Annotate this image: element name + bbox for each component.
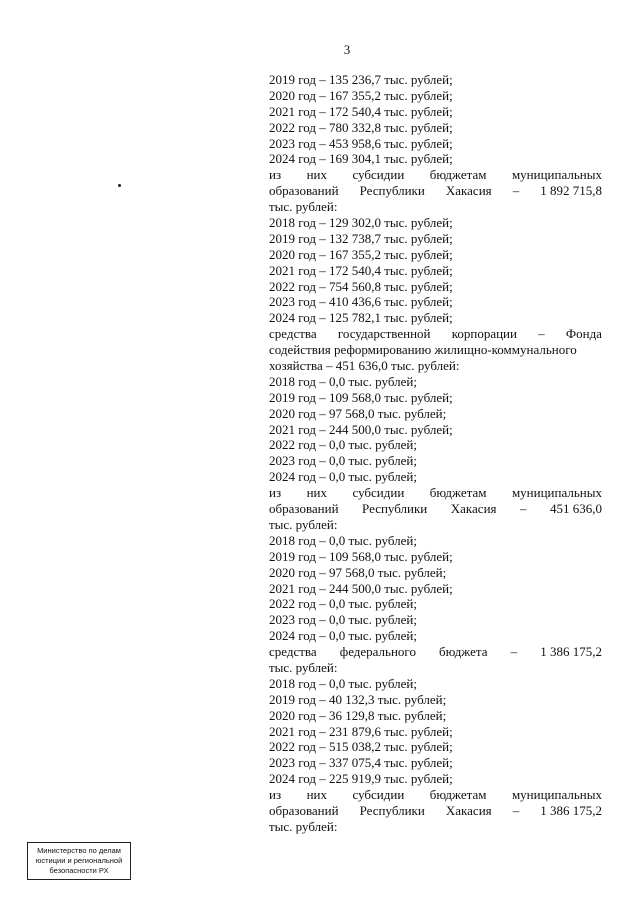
- subsidy-heading-line: [269, 501, 602, 517]
- year-line: 2021 год – 244 500,0 тыс. рублей;: [269, 421, 453, 437]
- year-line: 2022 год – 754 560,8 тыс. рублей;: [269, 278, 453, 294]
- year-line: 2020 год – 36 129,8 тыс. рублей;: [269, 707, 447, 723]
- subsidy-heading-line: [269, 787, 602, 803]
- word: из: [269, 167, 282, 183]
- year-line: 2021 год – 172 540,4 тыс. рублей;: [269, 103, 453, 119]
- year-line: 2021 год – 172 540,4 тыс. рублей;: [269, 262, 453, 278]
- word: государственной: [337, 326, 431, 342]
- federal-heading-end: тыс. рублей:: [269, 659, 338, 675]
- word: субсидии: [352, 485, 405, 501]
- word: –: [520, 501, 527, 517]
- word: –: [510, 644, 518, 660]
- word: 1 892 715,8: [540, 183, 602, 199]
- year-line: 2023 год – 337 075,4 тыс. рублей;: [269, 755, 453, 771]
- word: –: [512, 802, 520, 818]
- stamp-line: Министерство по делам: [37, 846, 121, 855]
- word: бюджетам: [429, 787, 487, 803]
- word: 1 386 175,2: [540, 802, 602, 818]
- year-line: 2022 год – 0,0 тыс. рублей;: [269, 596, 417, 612]
- word: них: [306, 485, 327, 501]
- word: корпорации: [451, 326, 517, 342]
- document-body: [269, 72, 602, 835]
- word: них: [306, 787, 327, 803]
- word: Республики: [359, 183, 425, 199]
- fund-heading-line: содействия реформированию жилищно-коммунального: [269, 342, 577, 358]
- stamp-line: безопасности РХ: [49, 866, 109, 875]
- year-line: 2021 год – 244 500,0 тыс. рублей;: [269, 580, 453, 596]
- federal-heading-line: [269, 644, 602, 660]
- subsidy-heading-end: тыс. рублей:: [269, 516, 338, 532]
- word: Республики: [362, 501, 428, 517]
- year-line: 2024 год – 169 304,1 тыс. рублей;: [269, 151, 453, 167]
- word: бюджета: [439, 644, 488, 660]
- subsidy-heading-end: тыс. рублей:: [269, 199, 338, 215]
- word: средства: [269, 326, 317, 342]
- year-line: 2024 год – 225 919,9 тыс. рублей;: [269, 771, 453, 787]
- subsidy-heading-line: [269, 167, 602, 183]
- subsidy-heading-line: [269, 803, 602, 819]
- year-line: 2018 год – 0,0 тыс. рублей;: [269, 675, 417, 691]
- year-line: 2018 год – 0,0 тыс. рублей;: [269, 373, 417, 389]
- year-line: 2023 год – 410 436,6 тыс. рублей;: [269, 294, 453, 310]
- word: средства: [269, 644, 317, 660]
- word: бюджетам: [429, 485, 487, 501]
- stamp-line: юстиции и региональной: [35, 856, 123, 865]
- word: Хакасия: [450, 501, 497, 517]
- word: муниципальных: [511, 485, 602, 501]
- year-line: 2023 год – 453 958,6 тыс. рублей;: [269, 135, 453, 151]
- word: Хакасия: [445, 802, 492, 818]
- word: субсидии: [352, 787, 405, 803]
- fund-heading-line: [269, 326, 602, 342]
- word: –: [538, 326, 545, 342]
- word: Фонда: [565, 326, 602, 342]
- year-line: 2018 год – 129 302,0 тыс. рублей;: [269, 215, 453, 231]
- word: федерального: [339, 644, 416, 660]
- year-line: 2022 год – 515 038,2 тыс. рублей;: [269, 739, 453, 755]
- word: муниципальных: [511, 167, 602, 183]
- word: Республики: [359, 802, 425, 818]
- page-number: 3: [343, 42, 351, 57]
- year-line: 2020 год – 97 568,0 тыс. рублей;: [269, 405, 447, 421]
- word: муниципальных: [511, 787, 602, 803]
- year-line: 2020 год – 167 355,2 тыс. рублей;: [269, 246, 453, 262]
- word: из: [269, 787, 282, 803]
- year-line: 2024 год – 125 782,1 тыс. рублей;: [269, 310, 453, 326]
- year-line: 2024 год – 0,0 тыс. рублей;: [269, 469, 417, 485]
- year-line: 2019 год – 135 236,7 тыс. рублей;: [269, 72, 453, 87]
- word: образований: [269, 501, 339, 517]
- subsidy-heading-line: [269, 485, 602, 501]
- word: Хакасия: [445, 183, 492, 199]
- word: бюджетам: [429, 167, 487, 183]
- year-line: 2023 год – 0,0 тыс. рублей;: [269, 453, 417, 469]
- word: образований: [269, 802, 339, 818]
- year-line: 2023 год – 0,0 тыс. рублей;: [269, 612, 417, 628]
- word: –: [512, 183, 520, 199]
- year-line: 2021 год – 231 879,6 тыс. рублей;: [269, 723, 453, 739]
- year-line: 2018 год – 0,0 тыс. рублей;: [269, 532, 417, 548]
- word: из: [269, 485, 282, 501]
- word: них: [306, 167, 327, 183]
- year-line: 2019 год – 132 738,7 тыс. рублей;: [269, 230, 453, 246]
- word: 451 636,0: [549, 501, 602, 517]
- year-line: 2019 год – 40 132,3 тыс. рублей;: [269, 691, 447, 707]
- subsidy-heading-end: тыс. рублей:: [269, 818, 338, 834]
- year-line: 2022 год – 0,0 тыс. рублей;: [269, 437, 417, 453]
- word: 1 386 175,2: [540, 644, 602, 660]
- year-line: 2020 год – 167 355,2 тыс. рублей;: [269, 87, 453, 103]
- word: образований: [269, 183, 339, 199]
- subsidy-heading-line: [269, 183, 602, 199]
- year-line: 2024 год – 0,0 тыс. рублей;: [269, 628, 417, 644]
- year-line: 2022 год – 780 332,8 тыс. рублей;: [269, 119, 453, 135]
- scan-speck: [118, 184, 121, 187]
- ministry-stamp: [27, 842, 131, 880]
- year-line: 2019 год – 109 568,0 тыс. рублей;: [269, 389, 453, 405]
- year-line: 2020 год – 97 568,0 тыс. рублей;: [269, 564, 447, 580]
- year-line: 2019 год – 109 568,0 тыс. рублей;: [269, 548, 453, 564]
- fund-heading-end: хозяйства – 451 636,0 тыс. рублей:: [269, 358, 460, 374]
- word: субсидии: [352, 167, 405, 183]
